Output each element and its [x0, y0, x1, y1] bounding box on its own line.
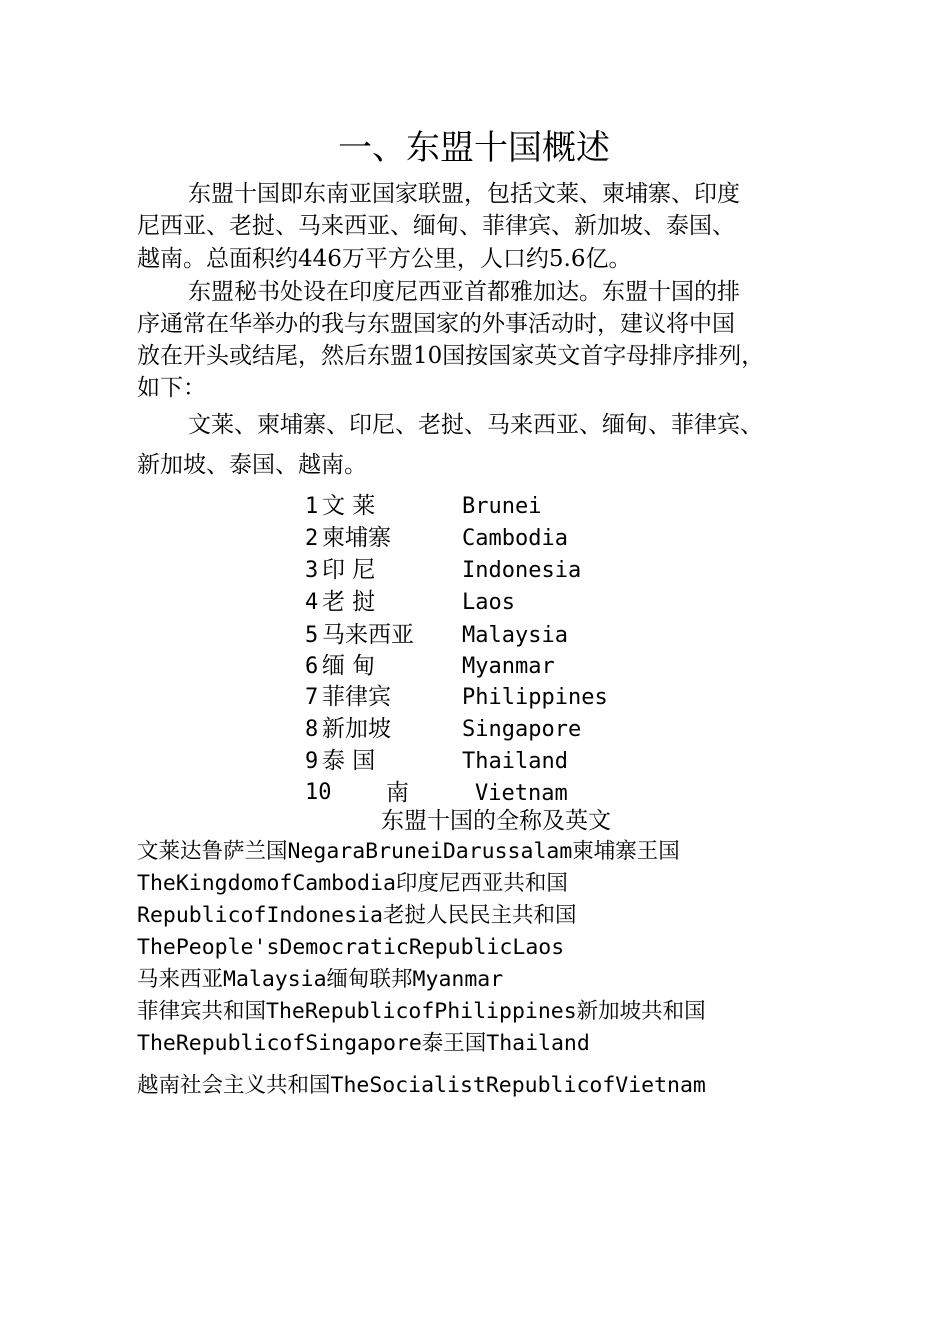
item-number: 7	[305, 685, 319, 710]
item-number: 6	[305, 654, 319, 679]
item-number: 2	[305, 526, 319, 551]
full-name-line: 马来西亚Malaysia缅甸联邦Myanmar	[137, 967, 504, 992]
item-chinese-name: 泰 国	[322, 748, 376, 774]
full-name-line: TheKingdomofCambodia印度尼西亚共和国	[137, 871, 568, 896]
paragraph-line: 东盟十国即东南亚国家联盟，包括文莱、柬埔寨、印度	[188, 181, 740, 207]
item-english-name: Singapore	[462, 717, 582, 742]
item-english-name: Indonesia	[462, 558, 582, 583]
item-chinese-name: 文 莱	[322, 493, 376, 519]
full-name-line: 菲律宾共和国TheRepublicofPhilippines新加坡共和国	[137, 999, 706, 1024]
paragraph-line: 尼西亚、老挝、马来西亚、缅甸、菲律宾、新加坡、泰国、	[137, 213, 735, 239]
item-number: 5	[305, 623, 319, 648]
full-name-line: ThePeople'sDemocraticRepublicLaos	[137, 935, 565, 960]
item-number: 9	[305, 749, 319, 774]
item-english-name: Brunei	[462, 494, 542, 519]
paragraph-line: 东盟秘书处设在印度尼西亚首都雅加达。东盟十国的排	[188, 279, 740, 305]
section-subtitle: 东盟十国的全称及英文	[381, 808, 611, 834]
item-number: 3	[305, 558, 319, 583]
item-chinese-name: 菲律宾	[322, 684, 391, 710]
item-english-name: Malaysia	[462, 623, 568, 648]
item-number: 1	[305, 494, 319, 519]
item-chinese-name: 南	[386, 780, 409, 806]
page-title: 一、东盟十国概述	[338, 128, 610, 168]
item-number: 8	[305, 717, 319, 742]
paragraph-line: 如下：	[137, 375, 206, 401]
item-english-name: Cambodia	[462, 526, 568, 551]
full-name-line: RepublicofIndonesia老挝人民民主共和国	[137, 903, 577, 928]
paragraph-line: 文莱、柬埔寨、印尼、老挝、马来西亚、缅甸、菲律宾、	[188, 412, 763, 438]
paragraph-line: 新加坡、泰国、越南。	[137, 452, 367, 478]
item-chinese-name: 马来西亚	[322, 622, 414, 648]
item-chinese-name: 缅 甸	[322, 653, 376, 679]
item-english-name: Thailand	[462, 749, 568, 774]
item-english-name: Philippines	[462, 685, 608, 710]
item-chinese-name: 新加坡	[322, 716, 391, 742]
item-english-name: Laos	[462, 590, 515, 615]
paragraph-line: 序通常在华举办的我与东盟国家的外事活动时，建议将中国	[137, 311, 735, 337]
item-number: 10	[305, 780, 332, 805]
paragraph-line: 放在开头或结尾，然后东盟10国按国家英文首字母排序排列，	[137, 343, 765, 369]
full-name-line: TheRepublicofSingapore泰王国Thailand	[137, 1031, 590, 1056]
item-english-name: Myanmar	[462, 654, 555, 679]
item-chinese-name: 老 挝	[322, 589, 376, 615]
item-english-name: Vietnam	[475, 781, 568, 806]
full-name-line: 越南社会主义共和国TheSocialistRepublicofVietnam	[137, 1073, 706, 1098]
item-chinese-name: 柬埔寨	[322, 525, 391, 551]
item-chinese-name: 印 尼	[322, 557, 376, 583]
paragraph-line: 越南。总面积约446万平方公里，人口约5.6亿。	[137, 246, 632, 272]
item-number: 4	[305, 590, 319, 615]
full-name-line: 文莱达鲁萨兰国NegaraBruneiDarussalam柬埔寨王国	[137, 839, 680, 864]
